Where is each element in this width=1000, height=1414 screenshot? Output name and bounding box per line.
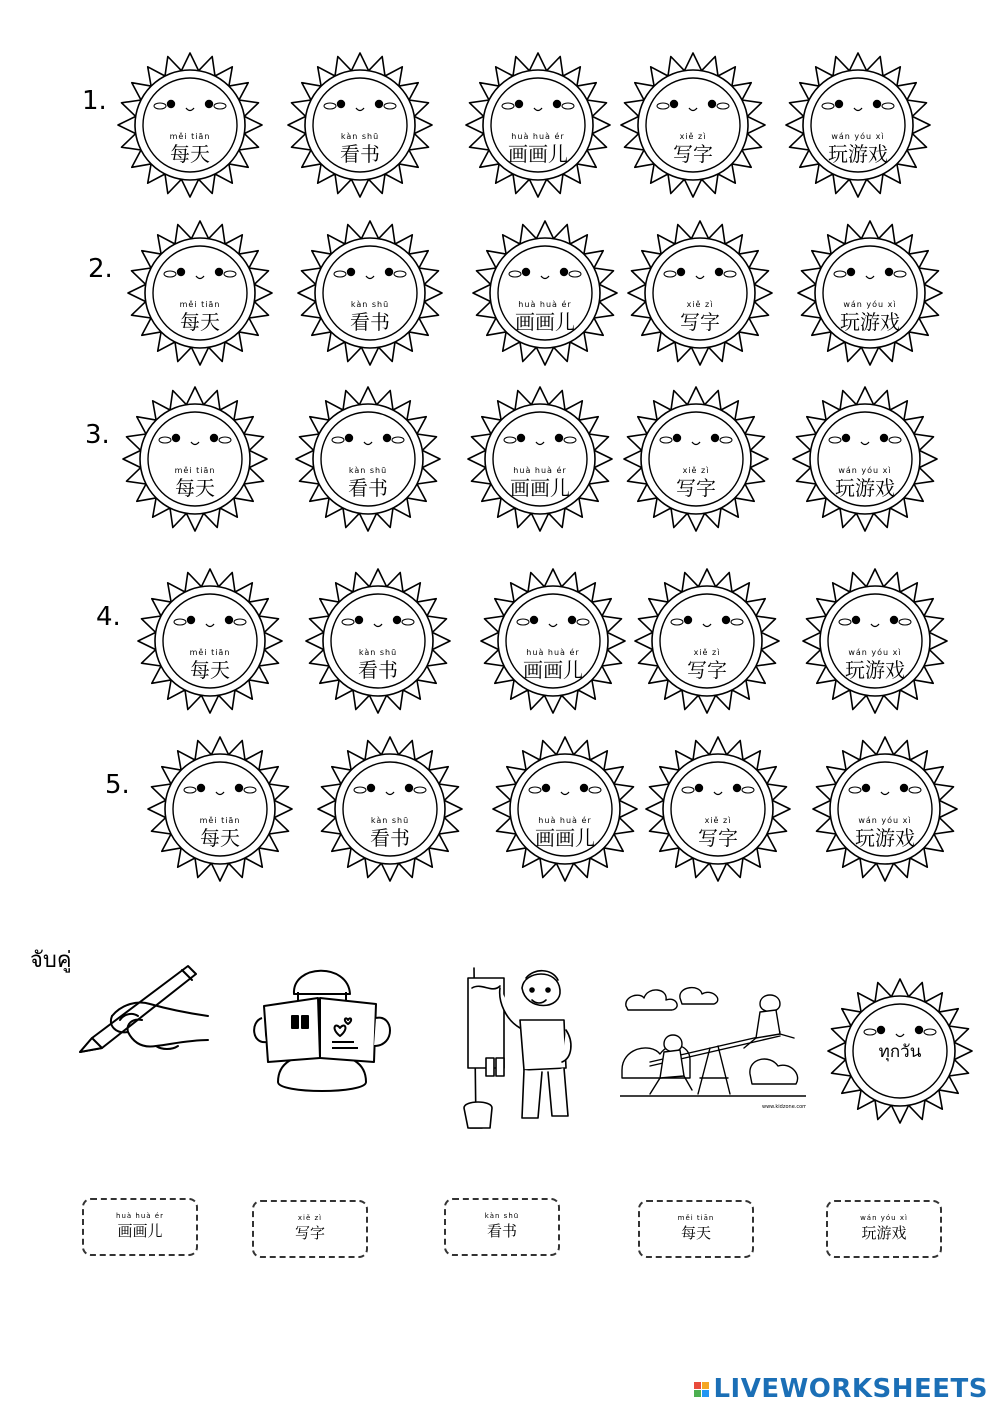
- sun-right-eye: [225, 616, 233, 624]
- sun-hanzi: 玩游戏: [840, 310, 900, 334]
- sun-hanzi: 玩游戏: [835, 476, 895, 500]
- match-card-5[interactable]: [826, 1200, 942, 1258]
- sun-right-cheek: [214, 103, 226, 109]
- sun-hanzi: 玩游戏: [828, 142, 888, 166]
- sun-hanzi: 每天: [170, 142, 210, 166]
- sun-left-cheek: [332, 437, 344, 443]
- sun-right-cheek: [392, 437, 404, 443]
- sun-hanzi: 写字: [698, 826, 738, 850]
- sun-left-cheek: [529, 787, 541, 793]
- sun-hanzi: 玩游戏: [845, 658, 905, 682]
- sun-option[interactable]: [120, 384, 270, 534]
- sun-left-cheek: [164, 271, 176, 277]
- sun-icon: [463, 50, 613, 200]
- sun-pinyin: měi tiān: [179, 300, 221, 309]
- match-card-2[interactable]: [252, 1200, 368, 1258]
- sun-icon: [490, 734, 640, 884]
- sun-right-cheek: [742, 787, 754, 793]
- sun-icon: [145, 734, 295, 884]
- sun-icon: [115, 50, 265, 200]
- card-pinyin: kàn shū: [484, 1212, 520, 1220]
- sun-hanzi: 画画儿: [515, 310, 575, 334]
- sun-icon: [643, 734, 793, 884]
- sun-left-cheek: [154, 103, 166, 109]
- sun-left-eye: [167, 100, 175, 108]
- sun-hanzi: 画画儿: [535, 826, 595, 850]
- sun-right-eye: [715, 268, 723, 276]
- sun-hanzi: 画画儿: [510, 476, 570, 500]
- sun-right-cheek: [894, 271, 906, 277]
- sun-pinyin: huà huà ér: [538, 816, 592, 825]
- logo-square-1: [694, 1382, 701, 1389]
- sun-label: [632, 648, 782, 682]
- sun-right-cheek: [882, 103, 894, 109]
- sun-left-cheek: [342, 619, 354, 625]
- sun-label: [625, 300, 775, 334]
- sun-option[interactable]: [465, 384, 615, 534]
- card-hanzi: 每天: [680, 1224, 711, 1242]
- sun-hanzi: 写字: [680, 310, 720, 334]
- sun-left-eye: [345, 434, 353, 442]
- sun-option[interactable]: [470, 218, 620, 368]
- sun-icon: [478, 566, 628, 716]
- sun-option[interactable]: [800, 566, 950, 716]
- sun-right-eye: [210, 434, 218, 442]
- sun-right-eye: [885, 268, 893, 276]
- sun-right-eye: [405, 784, 413, 792]
- sun-left-eye: [862, 784, 870, 792]
- sun-right-eye: [553, 100, 561, 108]
- match-card-4[interactable]: [638, 1200, 754, 1258]
- sun-left-eye: [197, 784, 205, 792]
- card-hanzi: 看书: [486, 1222, 517, 1240]
- svg-text:www.kidzone.com: www.kidzone.com: [762, 1104, 806, 1110]
- sun-left-eye: [337, 100, 345, 108]
- sun-pinyin: xiě zì: [693, 648, 721, 657]
- card-hanzi: 画画儿: [117, 1222, 163, 1240]
- sun-hanzi: 玩游戏: [855, 826, 915, 850]
- sun-hanzi: 每天: [175, 476, 215, 500]
- card-pinyin: huà huà ér: [116, 1212, 164, 1220]
- match-card-1[interactable]: [82, 1198, 198, 1256]
- sun-icon: [315, 734, 465, 884]
- sun-left-cheek: [174, 619, 186, 625]
- sun-right-cheek: [564, 437, 576, 443]
- sun-hanzi: 看书: [350, 310, 390, 334]
- sun-left-eye: [842, 434, 850, 442]
- sun-left-eye: [877, 1026, 885, 1034]
- sun-left-cheek: [184, 787, 196, 793]
- sun-right-eye: [385, 268, 393, 276]
- sun-left-cheek: [509, 271, 521, 277]
- sun-right-eye: [375, 100, 383, 108]
- sun-left-eye: [670, 100, 678, 108]
- sun-pinyin: kàn shū: [348, 466, 388, 475]
- sun-right-cheek: [219, 437, 231, 443]
- sun-left-cheek: [682, 787, 694, 793]
- sun-hanzi: 画画儿: [523, 658, 583, 682]
- card-hanzi: 写字: [294, 1224, 325, 1242]
- logo-square-2: [702, 1382, 709, 1389]
- sun-left-eye: [522, 268, 530, 276]
- sun-icon: [632, 566, 782, 716]
- sun-option[interactable]: [621, 384, 771, 534]
- sun-icon: [790, 384, 940, 534]
- sun-option[interactable]: [295, 218, 445, 368]
- sun-icon: [800, 566, 950, 716]
- sun-pinyin: huà huà ér: [513, 466, 567, 475]
- sun-label: [490, 816, 640, 850]
- sun-label: [115, 132, 265, 166]
- sun-icon: [125, 218, 275, 368]
- sun-option[interactable]: [315, 734, 465, 884]
- sun-pinyin: wán yóu xì: [858, 816, 912, 825]
- sun-pinyin: kàn shū: [350, 300, 390, 309]
- sun-right-cheek: [909, 787, 921, 793]
- sun-icon: [783, 50, 933, 200]
- sun-icon: [120, 384, 270, 534]
- sun-pinyin: wán yóu xì: [843, 300, 897, 309]
- sun-label: [125, 300, 275, 334]
- hand-writing-with-pencil-icon: [72, 960, 212, 1060]
- sun-label: [120, 466, 270, 500]
- sun-label: [783, 132, 933, 166]
- sun-option[interactable]: [135, 566, 285, 716]
- sun-icon: [295, 218, 445, 368]
- sun-pinyin: huà huà ér: [526, 648, 580, 657]
- sun-left-cheek: [504, 437, 516, 443]
- sun-left-cheek: [829, 437, 841, 443]
- sun-icon: [810, 734, 960, 884]
- sun-left-eye: [517, 434, 525, 442]
- sun-left-eye: [367, 784, 375, 792]
- sun-option[interactable]: [293, 384, 443, 534]
- sun-right-cheek: [244, 787, 256, 793]
- sun-right-eye: [890, 616, 898, 624]
- sun-icon: [625, 218, 775, 368]
- sun-left-cheek: [334, 271, 346, 277]
- sun-left-eye: [355, 616, 363, 624]
- sun-right-eye: [722, 616, 730, 624]
- sun-hanzi: 看书: [340, 142, 380, 166]
- sun-left-cheek: [502, 103, 514, 109]
- sun-right-cheek: [724, 271, 736, 277]
- row-number: 2.: [88, 254, 113, 284]
- sun-left-eye: [177, 268, 185, 276]
- sun-left-cheek: [324, 103, 336, 109]
- sun-left-eye: [172, 434, 180, 442]
- sun-right-cheek: [562, 103, 574, 109]
- sun-right-eye: [205, 100, 213, 108]
- sun-option[interactable]: [795, 218, 945, 368]
- sun-left-eye: [673, 434, 681, 442]
- liveworksheets-logo: [694, 1374, 988, 1404]
- sun-option[interactable]: [285, 50, 435, 200]
- sun-left-cheek: [864, 1029, 876, 1035]
- sun-pinyin: kàn shū: [340, 132, 380, 141]
- sun-option[interactable]: [632, 566, 782, 716]
- sun-icon: [618, 50, 768, 200]
- sun-left-eye: [347, 268, 355, 276]
- sun-left-cheek: [657, 103, 669, 109]
- sun-pinyin: kàn shū: [370, 816, 410, 825]
- sun-option[interactable]: [618, 50, 768, 200]
- sun-option[interactable]: [303, 566, 453, 716]
- sun-pinyin: xiě zì: [682, 466, 710, 475]
- child-reading-book-icon: [248, 954, 398, 1104]
- sun-icon: [470, 218, 620, 368]
- sun-label: [295, 300, 445, 334]
- sun-option[interactable]: [783, 50, 933, 200]
- sun-hanzi: 看书: [370, 826, 410, 850]
- sun-label: [463, 132, 613, 166]
- sun-right-cheek: [899, 619, 911, 625]
- sun-right-eye: [215, 268, 223, 276]
- sun-pinyin: xiě zì: [686, 300, 714, 309]
- sun-face-icon: [825, 976, 975, 1126]
- boy-painting-at-easel-icon: [462, 958, 582, 1138]
- sun-hanzi: 画画儿: [508, 142, 568, 166]
- sun-right-cheek: [577, 619, 589, 625]
- sun-left-cheek: [671, 619, 683, 625]
- sun-pinyin: wán yóu xì: [831, 132, 885, 141]
- sun-pinyin: wán yóu xì: [848, 648, 902, 657]
- sun-option[interactable]: [643, 734, 793, 884]
- sun-label: [293, 466, 443, 500]
- sun-left-eye: [852, 616, 860, 624]
- sun-label: [790, 466, 940, 500]
- sun-option[interactable]: [145, 734, 295, 884]
- sun-right-cheek: [234, 619, 246, 625]
- sun-pinyin: měi tiān: [169, 132, 211, 141]
- card-pinyin: měi tiān: [677, 1214, 715, 1222]
- sun-right-cheek: [889, 437, 901, 443]
- sun-label: [810, 816, 960, 850]
- sun-pinyin: kàn shū: [358, 648, 398, 657]
- sun-right-cheek: [731, 619, 743, 625]
- sun-right-eye: [880, 434, 888, 442]
- sun-right-eye: [900, 784, 908, 792]
- card-pinyin: wán yóu xì: [860, 1214, 908, 1222]
- sun-left-eye: [187, 616, 195, 624]
- sun-pinyin: měi tiān: [199, 816, 241, 825]
- sun-left-cheek: [664, 271, 676, 277]
- sun-right-eye: [708, 100, 716, 108]
- sun-pinyin: xiě zì: [704, 816, 732, 825]
- card-pinyin: xiě zì: [297, 1214, 323, 1222]
- sun-left-cheek: [159, 437, 171, 443]
- sun-right-eye: [873, 100, 881, 108]
- sun-hanzi: 写字: [687, 658, 727, 682]
- sun-left-cheek: [839, 619, 851, 625]
- sun-right-eye: [235, 784, 243, 792]
- sun-left-eye: [835, 100, 843, 108]
- sun-label: [643, 816, 793, 850]
- sun-right-cheek: [717, 103, 729, 109]
- sun-right-eye: [393, 616, 401, 624]
- sun-right-cheek: [394, 271, 406, 277]
- sun-hanzi: 写字: [673, 142, 713, 166]
- sun-icon: [303, 566, 453, 716]
- sun-label: [478, 648, 628, 682]
- sun-label: [795, 300, 945, 334]
- logo-squares-icon: [694, 1382, 709, 1397]
- sun-option[interactable]: [463, 50, 613, 200]
- sun-option[interactable]: [625, 218, 775, 368]
- sun-thai-label: ทุกวัน: [878, 1042, 922, 1062]
- sun-icon: [465, 384, 615, 534]
- brand-text: LIVEWORKSHEETS: [713, 1374, 988, 1404]
- sun-label: [285, 132, 435, 166]
- sun-option[interactable]: [490, 734, 640, 884]
- sun-left-eye: [515, 100, 523, 108]
- sun-label: [315, 816, 465, 850]
- sun-hanzi: 每天: [180, 310, 220, 334]
- row-number: 4.: [96, 602, 121, 632]
- sun-icon: [293, 384, 443, 534]
- card-hanzi: 玩游戏: [861, 1224, 907, 1242]
- sun-pinyin: měi tiān: [189, 648, 231, 657]
- sun-label: [621, 466, 771, 500]
- sun-hanzi: 每天: [200, 826, 240, 850]
- sun-left-eye: [542, 784, 550, 792]
- sun-option[interactable]: [115, 50, 265, 200]
- sun-hanzi: 每天: [190, 658, 230, 682]
- sun-left-eye: [847, 268, 855, 276]
- sun-option[interactable]: [810, 734, 960, 884]
- children-playing-seesaw-icon: [620, 978, 806, 1112]
- sun-left-cheek: [834, 271, 846, 277]
- sun-right-eye: [711, 434, 719, 442]
- sun-right-cheek: [414, 787, 426, 793]
- sun-right-cheek: [720, 437, 732, 443]
- sun-right-cheek: [402, 619, 414, 625]
- matching-title: จับคู่: [30, 948, 72, 973]
- sun-right-eye: [383, 434, 391, 442]
- sun-right-eye: [915, 1026, 923, 1034]
- sun-label: [303, 648, 453, 682]
- sun-left-cheek: [517, 619, 529, 625]
- match-card-3[interactable]: [444, 1198, 560, 1256]
- sun-left-eye: [695, 784, 703, 792]
- row-number: 5.: [105, 770, 130, 800]
- row-number: 1.: [82, 86, 107, 116]
- sun-right-cheek: [224, 271, 236, 277]
- sun-label: [800, 648, 950, 682]
- sun-right-cheek: [569, 271, 581, 277]
- sun-label: [465, 466, 615, 500]
- sun-label: [135, 648, 285, 682]
- sun-right-cheek: [924, 1029, 936, 1035]
- sun-icon: [135, 566, 285, 716]
- sun-icon: [621, 384, 771, 534]
- sun-icon: [285, 50, 435, 200]
- sun-option[interactable]: [478, 566, 628, 716]
- sun-right-eye: [733, 784, 741, 792]
- sun-option[interactable]: [125, 218, 275, 368]
- sun-right-eye: [580, 784, 588, 792]
- sun-left-cheek: [822, 103, 834, 109]
- sun-hanzi: 看书: [358, 658, 398, 682]
- sun-pinyin: wán yóu xì: [838, 466, 892, 475]
- sun-pinyin: huà huà ér: [518, 300, 572, 309]
- sun-option[interactable]: [790, 384, 940, 534]
- sun-right-eye: [555, 434, 563, 442]
- logo-square-4: [702, 1390, 709, 1397]
- sun-label: [145, 816, 295, 850]
- sun-icon: [795, 218, 945, 368]
- sun-label: [470, 300, 620, 334]
- logo-square-3: [694, 1390, 701, 1397]
- sun-left-cheek: [660, 437, 672, 443]
- row-number: 3.: [85, 420, 110, 450]
- sun-right-cheek: [589, 787, 601, 793]
- sun-pinyin: huà huà ér: [511, 132, 565, 141]
- sun-left-eye: [530, 616, 538, 624]
- sun-right-cheek: [384, 103, 396, 109]
- sun-pinyin: xiě zì: [679, 132, 707, 141]
- sun-right-eye: [560, 268, 568, 276]
- sun-left-eye: [684, 616, 692, 624]
- sun-right-eye: [568, 616, 576, 624]
- sun-hanzi: 看书: [348, 476, 388, 500]
- sun-hanzi: 写字: [676, 476, 716, 500]
- sun-label: [618, 132, 768, 166]
- sun-left-eye: [677, 268, 685, 276]
- sun-left-cheek: [354, 787, 366, 793]
- sun-pinyin: měi tiān: [174, 466, 216, 475]
- sun-left-cheek: [849, 787, 861, 793]
